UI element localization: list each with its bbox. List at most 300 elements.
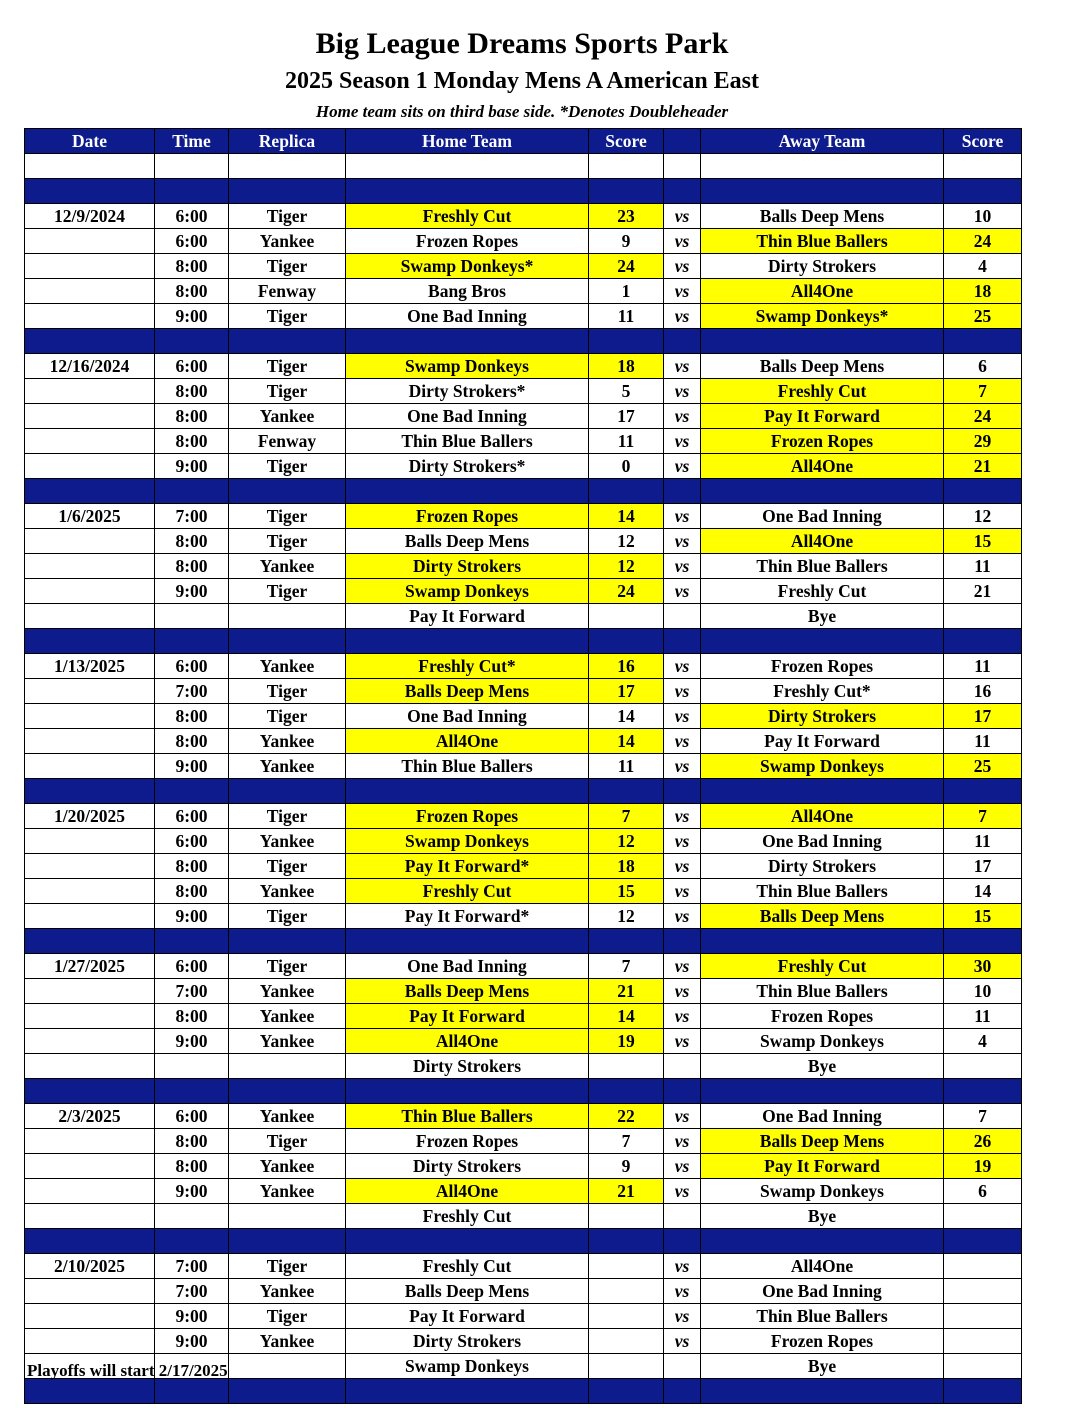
separator-cell — [25, 329, 155, 354]
away-team-cell: Frozen Ropes — [701, 1004, 944, 1029]
time-cell: 7:00 — [155, 979, 229, 1004]
separator-cell — [701, 929, 944, 954]
home-team-cell: Balls Deep Mens — [346, 529, 589, 554]
away-score-cell: 16 — [944, 679, 1022, 704]
away-score-cell: 18 — [944, 279, 1022, 304]
home-score-cell: 18 — [589, 354, 664, 379]
time-cell: 9:00 — [155, 579, 229, 604]
home-team-cell: One Bad Inning — [346, 954, 589, 979]
time-cell: 8:00 — [155, 879, 229, 904]
home-score-cell — [589, 1254, 664, 1279]
home-team-cell: Pay It Forward — [346, 1304, 589, 1329]
time-cell: 8:00 — [155, 429, 229, 454]
separator-cell — [944, 179, 1022, 204]
vs-cell: vs — [664, 429, 701, 454]
replica-cell — [229, 1354, 346, 1379]
game-row — [25, 754, 1022, 779]
home-team-cell: Balls Deep Mens — [346, 679, 589, 704]
home-score-cell: 5 — [589, 379, 664, 404]
home-team-cell: One Bad Inning — [346, 304, 589, 329]
replica-cell: Yankee — [229, 754, 346, 779]
vs-cell: vs — [664, 729, 701, 754]
home-team-cell: Freshly Cut — [346, 879, 589, 904]
home-team-cell: All4One — [346, 1179, 589, 1204]
game-row — [25, 404, 1022, 429]
date-cell — [25, 1004, 155, 1029]
home-score-cell: 14 — [589, 729, 664, 754]
vs-cell: vs — [664, 1329, 701, 1354]
vs-cell: vs — [664, 204, 701, 229]
vs-cell: vs — [664, 1154, 701, 1179]
replica-cell: Yankee — [229, 1154, 346, 1179]
time-cell: 8:00 — [155, 1129, 229, 1154]
away-team-cell: Bye — [701, 1354, 944, 1379]
replica-cell: Tiger — [229, 679, 346, 704]
separator-cell — [229, 1079, 346, 1104]
time-cell — [155, 1054, 229, 1079]
home-score-cell: 0 — [589, 454, 664, 479]
replica-cell: Yankee — [229, 1329, 346, 1354]
home-score-cell: 15 — [589, 879, 664, 904]
home-team-cell: Freshly Cut — [346, 204, 589, 229]
away-team-cell: Balls Deep Mens — [701, 204, 944, 229]
time-cell — [155, 604, 229, 629]
col-header-home-score: Score — [589, 129, 664, 154]
away-score-cell — [944, 1354, 1022, 1379]
home-score-cell: 19 — [589, 1029, 664, 1054]
home-score-cell: 24 — [589, 254, 664, 279]
date-cell: 12/16/2024 — [25, 354, 155, 379]
game-row — [25, 704, 1022, 729]
home-score-cell — [589, 604, 664, 629]
home-score-cell: 21 — [589, 1179, 664, 1204]
separator-cell — [701, 479, 944, 504]
away-team-cell: Thin Blue Ballers — [701, 1304, 944, 1329]
replica-cell: Yankee — [229, 654, 346, 679]
game-row — [25, 429, 1022, 454]
page-subtitle: 2025 Season 1 Monday Mens A American East — [284, 68, 760, 94]
home-team-cell: Freshly Cut — [346, 1254, 589, 1279]
game-row — [25, 554, 1022, 579]
replica-cell: Yankee — [229, 1029, 346, 1054]
home-team-cell: Dirty Strokers* — [346, 454, 589, 479]
vs-cell: vs — [664, 379, 701, 404]
away-team-cell: Pay It Forward — [701, 1154, 944, 1179]
replica-cell: Fenway — [229, 429, 346, 454]
separator-cell — [229, 1379, 346, 1404]
replica-cell: Yankee — [229, 979, 346, 1004]
separator-cell — [229, 479, 346, 504]
vs-cell: vs — [664, 979, 701, 1004]
week-separator-row — [25, 629, 1022, 654]
vs-cell: vs — [664, 529, 701, 554]
away-team-cell: Bye — [701, 604, 944, 629]
vs-cell — [664, 1354, 701, 1379]
separator-cell — [346, 779, 589, 804]
away-team-cell: Freshly Cut — [701, 954, 944, 979]
replica-cell: Tiger — [229, 804, 346, 829]
date-cell — [25, 1129, 155, 1154]
time-cell: 7:00 — [155, 679, 229, 704]
separator-cell — [589, 179, 664, 204]
separator-cell — [155, 1079, 229, 1104]
home-score-cell: 9 — [589, 1154, 664, 1179]
home-score-cell — [589, 1329, 664, 1354]
date-cell — [25, 554, 155, 579]
away-score-cell: 10 — [944, 204, 1022, 229]
blank-row — [25, 154, 1022, 179]
separator-cell — [229, 1229, 346, 1254]
home-score-cell: 11 — [589, 304, 664, 329]
separator-cell — [944, 779, 1022, 804]
date-cell — [25, 229, 155, 254]
separator-cell — [589, 329, 664, 354]
away-team-cell: Pay It Forward — [701, 729, 944, 754]
away-score-cell: 15 — [944, 904, 1022, 929]
date-cell — [25, 1054, 155, 1079]
away-team-cell: Bye — [701, 1054, 944, 1079]
away-team-cell: All4One — [701, 529, 944, 554]
away-score-cell: 21 — [944, 579, 1022, 604]
separator-cell — [155, 779, 229, 804]
home-team-cell: Dirty Strokers — [346, 1329, 589, 1354]
home-team-cell: Dirty Strokers — [346, 1154, 589, 1179]
away-score-cell: 12 — [944, 504, 1022, 529]
time-cell: 8:00 — [155, 729, 229, 754]
week-separator-row — [25, 779, 1022, 804]
time-cell: 6:00 — [155, 804, 229, 829]
separator-cell — [589, 479, 664, 504]
date-cell: 12/9/2024 — [25, 204, 155, 229]
away-score-cell — [944, 1279, 1022, 1304]
separator-cell — [346, 1379, 589, 1404]
separator-cell — [701, 779, 944, 804]
separator-cell — [25, 1229, 155, 1254]
game-row — [25, 804, 1022, 829]
game-row — [25, 1204, 1022, 1229]
separator-cell — [664, 1229, 701, 1254]
home-score-cell: 17 — [589, 404, 664, 429]
separator-cell — [346, 629, 589, 654]
game-row — [25, 379, 1022, 404]
away-score-cell: 11 — [944, 654, 1022, 679]
away-score-cell: 24 — [944, 229, 1022, 254]
date-cell — [25, 754, 155, 779]
replica-cell: Tiger — [229, 1129, 346, 1154]
replica-cell — [229, 1054, 346, 1079]
date-cell: 1/20/2025 — [25, 804, 155, 829]
separator-cell — [589, 629, 664, 654]
time-cell: 7:00 — [155, 1254, 229, 1279]
blank-cell — [664, 154, 701, 179]
vs-cell — [664, 604, 701, 629]
replica-cell: Yankee — [229, 554, 346, 579]
replica-cell: Tiger — [229, 204, 346, 229]
vs-cell: vs — [664, 579, 701, 604]
page-title: Big League Dreams Sports Park — [315, 27, 729, 60]
away-score-cell — [944, 1204, 1022, 1229]
away-team-cell: One Bad Inning — [701, 1104, 944, 1129]
separator-cell — [229, 929, 346, 954]
replica-cell: Tiger — [229, 954, 346, 979]
col-header-away-team: Away Team — [701, 129, 944, 154]
time-cell: 9:00 — [155, 304, 229, 329]
separator-cell — [664, 629, 701, 654]
separator-cell — [664, 479, 701, 504]
replica-cell: Yankee — [229, 729, 346, 754]
time-cell: 9:00 — [155, 1329, 229, 1354]
home-score-cell — [589, 1354, 664, 1379]
replica-cell: Yankee — [229, 1104, 346, 1129]
game-row — [25, 1129, 1022, 1154]
replica-cell: Yankee — [229, 229, 346, 254]
game-row — [25, 829, 1022, 854]
away-team-cell: Dirty Strokers — [701, 254, 944, 279]
home-score-cell — [589, 1204, 664, 1229]
away-score-cell: 10 — [944, 979, 1022, 1004]
away-score-cell: 29 — [944, 429, 1022, 454]
home-score-cell: 12 — [589, 829, 664, 854]
home-team-cell: Dirty Strokers — [346, 1054, 589, 1079]
game-row — [25, 1104, 1022, 1129]
separator-cell — [25, 179, 155, 204]
time-cell: 7:00 — [155, 1279, 229, 1304]
vs-cell: vs — [664, 454, 701, 479]
home-team-cell: Swamp Donkeys — [346, 354, 589, 379]
time-cell: 9:00 — [155, 1029, 229, 1054]
home-score-cell: 12 — [589, 904, 664, 929]
home-score-cell: 12 — [589, 529, 664, 554]
separator-cell — [589, 1379, 664, 1404]
col-header-away-score: Score — [944, 129, 1022, 154]
separator-cell — [664, 779, 701, 804]
home-score-cell: 23 — [589, 204, 664, 229]
date-cell — [25, 604, 155, 629]
home-team-cell: Freshly Cut* — [346, 654, 589, 679]
home-score-cell: 17 — [589, 679, 664, 704]
vs-cell: vs — [664, 1179, 701, 1204]
separator-cell — [944, 1079, 1022, 1104]
away-score-cell: 24 — [944, 404, 1022, 429]
separator-cell — [664, 179, 701, 204]
game-row — [25, 304, 1022, 329]
home-score-cell: 14 — [589, 504, 664, 529]
time-cell: 8:00 — [155, 529, 229, 554]
time-cell: 8:00 — [155, 854, 229, 879]
away-team-cell: Bye — [701, 1204, 944, 1229]
game-row — [25, 454, 1022, 479]
away-team-cell: All4One — [701, 1254, 944, 1279]
vs-cell: vs — [664, 1029, 701, 1054]
vs-cell: vs — [664, 879, 701, 904]
week-separator-row — [25, 329, 1022, 354]
away-team-cell: Frozen Ropes — [701, 1329, 944, 1354]
replica-cell: Yankee — [229, 1179, 346, 1204]
week-separator-row — [25, 1229, 1022, 1254]
replica-cell: Yankee — [229, 404, 346, 429]
away-team-cell: All4One — [701, 804, 944, 829]
home-team-cell: Pay It Forward — [346, 604, 589, 629]
time-cell: 9:00 — [155, 754, 229, 779]
away-team-cell: Balls Deep Mens — [701, 1129, 944, 1154]
separator-cell — [701, 1079, 944, 1104]
footer-note: Playoffs will start 2/17/2025 — [27, 1361, 228, 1380]
separator-cell — [346, 479, 589, 504]
game-row — [25, 879, 1022, 904]
date-cell — [25, 1029, 155, 1054]
game-row — [25, 279, 1022, 304]
home-score-cell — [589, 1054, 664, 1079]
time-cell: 8:00 — [155, 1154, 229, 1179]
separator-cell — [346, 1229, 589, 1254]
date-cell — [25, 704, 155, 729]
away-score-cell — [944, 1054, 1022, 1079]
away-score-cell: 25 — [944, 754, 1022, 779]
separator-cell — [155, 629, 229, 654]
away-team-cell: Balls Deep Mens — [701, 354, 944, 379]
separator-cell — [229, 629, 346, 654]
away-score-cell: 26 — [944, 1129, 1022, 1154]
date-cell — [25, 429, 155, 454]
away-score-cell: 4 — [944, 254, 1022, 279]
home-team-cell: Thin Blue Ballers — [346, 429, 589, 454]
week-separator-row — [25, 929, 1022, 954]
time-cell: 8:00 — [155, 379, 229, 404]
away-score-cell: 21 — [944, 454, 1022, 479]
blank-cell — [346, 154, 589, 179]
home-score-cell: 22 — [589, 1104, 664, 1129]
home-score-cell: 14 — [589, 704, 664, 729]
separator-cell — [589, 779, 664, 804]
date-cell — [25, 404, 155, 429]
replica-cell — [229, 604, 346, 629]
separator-cell — [589, 1229, 664, 1254]
replica-cell: Fenway — [229, 279, 346, 304]
vs-cell: vs — [664, 554, 701, 579]
vs-cell: vs — [664, 1304, 701, 1329]
separator-cell — [701, 629, 944, 654]
away-score-cell: 4 — [944, 1029, 1022, 1054]
game-row — [25, 504, 1022, 529]
replica-cell: Tiger — [229, 579, 346, 604]
replica-cell: Tiger — [229, 854, 346, 879]
replica-cell: Yankee — [229, 879, 346, 904]
separator-cell — [25, 1079, 155, 1104]
week-separator-row — [25, 179, 1022, 204]
home-team-cell: Balls Deep Mens — [346, 1279, 589, 1304]
away-score-cell: 11 — [944, 554, 1022, 579]
home-score-cell: 18 — [589, 854, 664, 879]
away-score-cell — [944, 1254, 1022, 1279]
date-cell — [25, 679, 155, 704]
vs-cell: vs — [664, 704, 701, 729]
away-score-cell: 14 — [944, 879, 1022, 904]
time-cell: 8:00 — [155, 1004, 229, 1029]
time-cell: 8:00 — [155, 279, 229, 304]
replica-cell: Yankee — [229, 1004, 346, 1029]
home-score-cell: 11 — [589, 429, 664, 454]
home-team-cell: Pay It Forward — [346, 1004, 589, 1029]
game-row — [25, 654, 1022, 679]
home-score-cell: 7 — [589, 804, 664, 829]
away-team-cell: One Bad Inning — [701, 504, 944, 529]
home-team-cell: Pay It Forward* — [346, 904, 589, 929]
away-team-cell: Freshly Cut — [701, 379, 944, 404]
date-cell: 2/3/2025 — [25, 1104, 155, 1129]
vs-cell: vs — [664, 804, 701, 829]
replica-cell: Tiger — [229, 1304, 346, 1329]
time-cell: 8:00 — [155, 554, 229, 579]
col-header-vs — [664, 129, 701, 154]
separator-cell — [944, 1229, 1022, 1254]
replica-cell — [229, 1204, 346, 1229]
replica-cell: Tiger — [229, 904, 346, 929]
away-team-cell: One Bad Inning — [701, 1279, 944, 1304]
vs-cell: vs — [664, 304, 701, 329]
separator-cell — [155, 179, 229, 204]
replica-cell: Tiger — [229, 529, 346, 554]
game-row — [25, 954, 1022, 979]
separator-cell — [664, 929, 701, 954]
col-header-replica: Replica — [229, 129, 346, 154]
replica-cell: Tiger — [229, 379, 346, 404]
game-row — [25, 729, 1022, 754]
time-cell: 6:00 — [155, 354, 229, 379]
away-score-cell: 6 — [944, 354, 1022, 379]
vs-cell: vs — [664, 1104, 701, 1129]
separator-cell — [155, 329, 229, 354]
time-cell: 7:00 — [155, 504, 229, 529]
time-cell: 6:00 — [155, 654, 229, 679]
schedule-table — [24, 128, 1022, 1404]
page-note: Home team sits on third base side. *Denotes Doubleheader — [315, 102, 729, 121]
blank-cell — [229, 154, 346, 179]
home-score-cell: 7 — [589, 954, 664, 979]
game-row — [25, 204, 1022, 229]
blank-cell — [155, 154, 229, 179]
vs-cell: vs — [664, 679, 701, 704]
separator-cell — [346, 329, 589, 354]
home-score-cell: 24 — [589, 579, 664, 604]
separator-cell — [25, 629, 155, 654]
away-score-cell: 11 — [944, 829, 1022, 854]
replica-cell: Tiger — [229, 1254, 346, 1279]
date-cell — [25, 904, 155, 929]
separator-cell — [664, 329, 701, 354]
separator-cell — [701, 329, 944, 354]
date-cell: 2/10/2025 — [25, 1254, 155, 1279]
away-score-cell — [944, 1304, 1022, 1329]
date-cell: 1/27/2025 — [25, 954, 155, 979]
away-team-cell: Thin Blue Ballers — [701, 879, 944, 904]
separator-cell — [229, 179, 346, 204]
date-cell — [25, 304, 155, 329]
vs-cell: vs — [664, 954, 701, 979]
date-cell — [25, 1279, 155, 1304]
separator-cell — [25, 929, 155, 954]
game-row — [25, 1254, 1022, 1279]
away-team-cell: All4One — [701, 279, 944, 304]
replica-cell: Tiger — [229, 704, 346, 729]
home-score-cell: 21 — [589, 979, 664, 1004]
home-team-cell: Frozen Ropes — [346, 804, 589, 829]
game-row — [25, 679, 1022, 704]
away-team-cell: Swamp Donkeys — [701, 1029, 944, 1054]
away-score-cell: 7 — [944, 379, 1022, 404]
date-cell — [25, 979, 155, 1004]
vs-cell: vs — [664, 904, 701, 929]
date-cell — [25, 1179, 155, 1204]
